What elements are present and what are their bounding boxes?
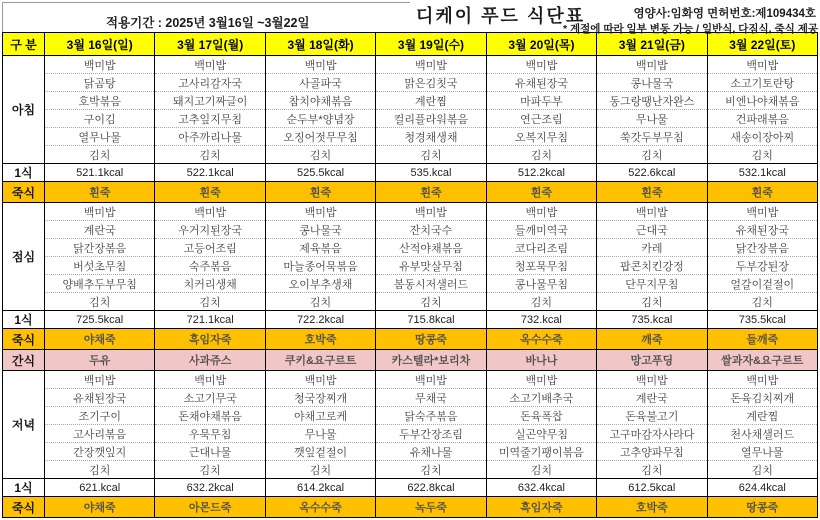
menu-item-cell: 봄동시저샐러드: [376, 275, 486, 293]
menu-item-cell: 고추양파무침: [597, 443, 707, 461]
menu-item-cell: 천사채샐러드: [707, 425, 817, 443]
menu-item-cell: 김치: [376, 146, 486, 164]
day-header: 3월 19일(수): [376, 33, 486, 56]
menu-item-cell: 유채된장국: [486, 74, 596, 92]
menu-item-cell: 김치: [45, 293, 155, 311]
meal-row: [3, 221, 818, 239]
menu-item-cell: 닭곰탕: [45, 74, 155, 92]
kcal-value-cell: 532.1kcal: [707, 164, 817, 182]
menu-item-cell: 유부맛살무침: [376, 257, 486, 275]
kcal-value-cell: 614.2kcal: [265, 479, 375, 497]
snack-value-cell: 쿠키&요구르트: [265, 350, 375, 371]
menu-item-cell: 참치야채볶음: [265, 92, 375, 110]
menu-item-cell: 잔치국수: [376, 221, 486, 239]
meal-row: [3, 257, 818, 275]
porridge-label: 죽식: [3, 182, 45, 203]
menu-item-cell: 소고기무국: [155, 389, 265, 407]
porridge-value-cell: 흰죽: [376, 182, 486, 203]
meal-row: [3, 389, 818, 407]
menu-item-cell: 오징어젓무무침: [265, 128, 375, 146]
meal-row: [3, 425, 818, 443]
day-header: 3월 20일(목): [486, 33, 596, 56]
menu-item-cell: 김치: [45, 461, 155, 479]
kcal-value-cell: 521.1kcal: [45, 164, 155, 182]
porridge-value-cell: 녹두죽: [376, 497, 486, 518]
meal-row: [3, 92, 818, 110]
nutritionist-license: 영양사:임화영 면허번호:제109434호: [633, 8, 816, 20]
kcal-value-cell: 722.2kcal: [265, 311, 375, 329]
menu-item-cell: 돼지고기짜글이: [155, 92, 265, 110]
menu-item-cell: 간장깻잎지: [45, 443, 155, 461]
menu-item-cell: 백미밥: [707, 203, 817, 221]
menu-item-cell: 컬리플라워볶음: [376, 110, 486, 128]
kcal-value-cell: 612.5kcal: [597, 479, 707, 497]
menu-item-cell: 김치: [597, 461, 707, 479]
menu-item-cell: 계란찜: [376, 92, 486, 110]
kcal-label: 1식: [3, 311, 45, 329]
menu-item-cell: 사골파국: [265, 74, 375, 92]
menu-item-cell: 백미밥: [45, 56, 155, 74]
menu-item-cell: 돈육김치찌개: [707, 389, 817, 407]
porridge-value-cell: 흰죽: [45, 182, 155, 203]
meal-row: [3, 128, 818, 146]
menu-item-cell: 백미밥: [597, 371, 707, 389]
kcal-value-cell: 512.2kcal: [486, 164, 596, 182]
kcal-value-cell: 621.kcal: [45, 479, 155, 497]
menu-item-cell: 숙주볶음: [155, 257, 265, 275]
meal-row: [3, 461, 818, 479]
kcal-value-cell: 632.4kcal: [486, 479, 596, 497]
kcal-row: [3, 479, 818, 497]
page-title: 디케이 푸드 식단표: [416, 6, 586, 26]
kcal-row: [3, 164, 818, 182]
kcal-value-cell: 624.4kcal: [707, 479, 817, 497]
menu-item-cell: 산적야채볶음: [376, 239, 486, 257]
menu-item-cell: 고구마감자사라다: [597, 425, 707, 443]
menu-item-cell: 김치: [265, 293, 375, 311]
snack-value-cell: 망고푸딩: [597, 350, 707, 371]
porridge-value-cell: 옥수수죽: [265, 497, 375, 518]
porridge-value-cell: 깨죽: [597, 329, 707, 350]
porridge-value-cell: 흰죽: [155, 182, 265, 203]
menu-item-cell: 백미밥: [265, 371, 375, 389]
menu-item-cell: 구이김: [45, 110, 155, 128]
kcal-value-cell: 522.1kcal: [155, 164, 265, 182]
menu-item-cell: 건파래볶음: [707, 110, 817, 128]
porridge-value-cell: 흰죽: [265, 182, 375, 203]
day-header: 3월 18일(화): [265, 33, 375, 56]
menu-item-cell: 단무지무침: [597, 275, 707, 293]
menu-item-cell: 김치: [707, 293, 817, 311]
snack-label: 간식: [3, 350, 45, 371]
menu-item-cell: 오이부추생채: [265, 275, 375, 293]
porridge-value-cell: 야채죽: [45, 329, 155, 350]
menu-item-cell: 두부간장조림: [376, 425, 486, 443]
snack-value-cell: 사과쥬스: [155, 350, 265, 371]
menu-item-cell: 마늘종어묵볶음: [265, 257, 375, 275]
menu-item-cell: 백미밥: [265, 56, 375, 74]
menu-item-cell: 동그랑땡난자완스: [597, 92, 707, 110]
menu-item-cell: 닭간장볶음: [45, 239, 155, 257]
menu-item-cell: 제육볶음: [265, 239, 375, 257]
porridge-value-cell: 흑임자죽: [155, 329, 265, 350]
menu-item-cell: 무나물: [597, 110, 707, 128]
meal-row: [3, 56, 818, 74]
menu-item-cell: 김치: [707, 146, 817, 164]
menu-item-cell: 무나물: [265, 425, 375, 443]
menu-item-cell: 김치: [597, 293, 707, 311]
kcal-value-cell: 525.5kcal: [265, 164, 375, 182]
menu-item-cell: 백미밥: [597, 203, 707, 221]
menu-item-cell: 돈육폭찹: [486, 407, 596, 425]
day-header: 3월 17일(월): [155, 33, 265, 56]
menu-item-cell: 청포묵무침: [486, 257, 596, 275]
porridge-label: 죽식: [3, 329, 45, 350]
menu-item-cell: 돈육불고기: [597, 407, 707, 425]
porridge-label: 죽식: [3, 497, 45, 518]
menu-item-cell: 미역줄기팽이볶음: [486, 443, 596, 461]
weekly-menu-table: [2, 32, 818, 518]
menu-item-cell: 버섯초무침: [45, 257, 155, 275]
menu-item-cell: 계란국: [597, 389, 707, 407]
menu-item-cell: 유채된장국: [707, 221, 817, 239]
porridge-value-cell: 흰죽: [707, 182, 817, 203]
kcal-value-cell: 522.6kcal: [597, 164, 707, 182]
menu-item-cell: 백미밥: [155, 371, 265, 389]
menu-item-cell: 김치: [597, 146, 707, 164]
menu-item-cell: 김치: [376, 293, 486, 311]
menu-item-cell: 돈채야채볶음: [155, 407, 265, 425]
menu-item-cell: 카레: [597, 239, 707, 257]
meal-section-label: 점심: [3, 203, 45, 311]
menu-item-cell: 얼갈이겉절이: [707, 275, 817, 293]
menu-item-cell: 백미밥: [486, 56, 596, 74]
porridge-value-cell: 들깨죽: [707, 329, 817, 350]
menu-item-cell: 고사리감자국: [155, 74, 265, 92]
menu-item-cell: 김치: [265, 461, 375, 479]
porridge-value-cell: 땅콩죽: [376, 329, 486, 350]
menu-item-cell: 깻잎겉절이: [265, 443, 375, 461]
snack-value-cell: 쌀과자&요구르트: [707, 350, 817, 371]
menu-item-cell: 백미밥: [376, 56, 486, 74]
menu-item-cell: 쑥갓두부무침: [597, 128, 707, 146]
porridge-row: [3, 329, 818, 350]
menu-item-cell: 연근조림: [486, 110, 596, 128]
menu-item-cell: 팝콘치킨강정: [597, 257, 707, 275]
menu-item-cell: 백미밥: [45, 371, 155, 389]
meal-row: [3, 371, 818, 389]
porridge-row: [3, 182, 818, 203]
menu-item-cell: 맑은김칫국: [376, 74, 486, 92]
menu-item-cell: 유채나물: [376, 443, 486, 461]
menu-item-cell: 오복지무침: [486, 128, 596, 146]
menu-item-cell: 닭숙주볶음: [376, 407, 486, 425]
porridge-value-cell: 땅콩죽: [707, 497, 817, 518]
porridge-value-cell: 흰죽: [597, 182, 707, 203]
menu-item-cell: 유채된장국: [45, 389, 155, 407]
kcal-value-cell: 735.kcal: [597, 311, 707, 329]
menu-item-cell: 김치: [265, 146, 375, 164]
seasonal-note: * 계절에 따라 일부 변동 가능 / 일반식, 다짐식, 죽식 제공: [562, 23, 818, 35]
menu-item-cell: 우거지된장국: [155, 221, 265, 239]
menu-item-cell: 마파두부: [486, 92, 596, 110]
porridge-value-cell: 야채죽: [45, 497, 155, 518]
menu-item-cell: 근대국: [597, 221, 707, 239]
snack-value-cell: 바나나: [486, 350, 596, 371]
menu-item-cell: 비엔나야채볶음: [707, 92, 817, 110]
menu-item-cell: 닭간장볶음: [707, 239, 817, 257]
meal-row: [3, 407, 818, 425]
menu-item-cell: 김치: [45, 146, 155, 164]
menu-item-cell: 콩나물국: [265, 221, 375, 239]
menu-item-cell: 치커리생채: [155, 275, 265, 293]
porridge-value-cell: 흑임자죽: [486, 497, 596, 518]
menu-item-cell: 두부강된장: [707, 257, 817, 275]
menu-item-cell: 백미밥: [707, 371, 817, 389]
kcal-value-cell: 725.5kcal: [45, 311, 155, 329]
menu-item-cell: 백미밥: [45, 203, 155, 221]
menu-item-cell: 코다리조림: [486, 239, 596, 257]
meal-row: [3, 110, 818, 128]
corner-header: 구 분: [3, 33, 45, 56]
menu-item-cell: 콩나물무침: [486, 275, 596, 293]
menu-item-cell: 백미밥: [486, 203, 596, 221]
menu-item-cell: 백미밥: [376, 203, 486, 221]
menu-item-cell: 실곤약무침: [486, 425, 596, 443]
menu-item-cell: 김치: [486, 293, 596, 311]
porridge-row: [3, 497, 818, 518]
snack-row: [3, 350, 818, 371]
menu-item-cell: 우묵무침: [155, 425, 265, 443]
menu-item-cell: 계란찜: [707, 407, 817, 425]
meal-row: [3, 146, 818, 164]
meal-row: [3, 74, 818, 92]
menu-item-cell: 새송이장아찌: [707, 128, 817, 146]
menu-item-cell: 청국장찌개: [265, 389, 375, 407]
menu-item-cell: 김치: [486, 461, 596, 479]
menu-item-cell: 고사리볶음: [45, 425, 155, 443]
kcal-label: 1식: [3, 164, 45, 182]
menu-item-cell: 조기구이: [45, 407, 155, 425]
application-period: 적용기간 : 2025년 3월16일 ~3월22일: [106, 16, 310, 30]
menu-item-cell: 소고기배추국: [486, 389, 596, 407]
meal-section-label: 저녁: [3, 371, 45, 479]
meal-row: [3, 293, 818, 311]
snack-value-cell: 카스텔라*보리차: [376, 350, 486, 371]
meal-row: [3, 443, 818, 461]
menu-item-cell: 김치: [155, 293, 265, 311]
menu-item-cell: 근대나물: [155, 443, 265, 461]
meal-row: [3, 275, 818, 293]
menu-item-cell: 백미밥: [265, 203, 375, 221]
meal-row: [3, 203, 818, 221]
kcal-value-cell: 622.8kcal: [376, 479, 486, 497]
kcal-label: 1식: [3, 479, 45, 497]
meal-row: [3, 239, 818, 257]
menu-item-cell: 계란국: [45, 221, 155, 239]
menu-item-cell: 백미밥: [486, 371, 596, 389]
kcal-value-cell: 535.kcal: [376, 164, 486, 182]
day-header: 3월 21일(금): [597, 33, 707, 56]
page-header: [0, 0, 820, 35]
menu-item-cell: 백미밥: [155, 56, 265, 74]
menu-item-cell: 백미밥: [597, 56, 707, 74]
porridge-value-cell: 호박죽: [265, 329, 375, 350]
kcal-value-cell: 721.1kcal: [155, 311, 265, 329]
menu-item-cell: 콩나물국: [597, 74, 707, 92]
kcal-value-cell: 715.8kcal: [376, 311, 486, 329]
menu-item-cell: 고추잎지무침: [155, 110, 265, 128]
menu-item-cell: 열무나물: [45, 128, 155, 146]
meal-section-label: 아침: [3, 56, 45, 164]
menu-item-cell: 김치: [155, 461, 265, 479]
day-header: 3월 16일(일): [45, 33, 155, 56]
porridge-value-cell: 호박죽: [597, 497, 707, 518]
menu-item-cell: 들깨미역국: [486, 221, 596, 239]
kcal-row: [3, 311, 818, 329]
menu-item-cell: 아주까리나물: [155, 128, 265, 146]
menu-item-cell: 소고기토란탕: [707, 74, 817, 92]
menu-item-cell: 백미밥: [707, 56, 817, 74]
day-header: 3월 22일(토): [707, 33, 817, 56]
menu-item-cell: 순두부*양념장: [265, 110, 375, 128]
porridge-value-cell: 아몬드죽: [155, 497, 265, 518]
menu-item-cell: 백미밥: [155, 203, 265, 221]
porridge-value-cell: 옥수수죽: [486, 329, 596, 350]
menu-item-cell: 무채국: [376, 389, 486, 407]
menu-item-cell: 양배추두부무침: [45, 275, 155, 293]
menu-item-cell: 야채고로케: [265, 407, 375, 425]
menu-item-cell: 김치: [155, 146, 265, 164]
snack-value-cell: 두유: [45, 350, 155, 371]
kcal-value-cell: 632.2kcal: [155, 479, 265, 497]
kcal-value-cell: 735.5kcal: [707, 311, 817, 329]
menu-item-cell: 백미밥: [376, 371, 486, 389]
menu-item-cell: 열무나물: [707, 443, 817, 461]
kcal-value-cell: 732.kcal: [486, 311, 596, 329]
menu-table-body: [3, 56, 818, 518]
menu-item-cell: 김치: [707, 461, 817, 479]
menu-item-cell: 청경채생채: [376, 128, 486, 146]
menu-item-cell: 호박볶음: [45, 92, 155, 110]
menu-item-cell: 김치: [376, 461, 486, 479]
menu-item-cell: 김치: [486, 146, 596, 164]
menu-item-cell: 고등어조림: [155, 239, 265, 257]
porridge-value-cell: 흰죽: [486, 182, 596, 203]
